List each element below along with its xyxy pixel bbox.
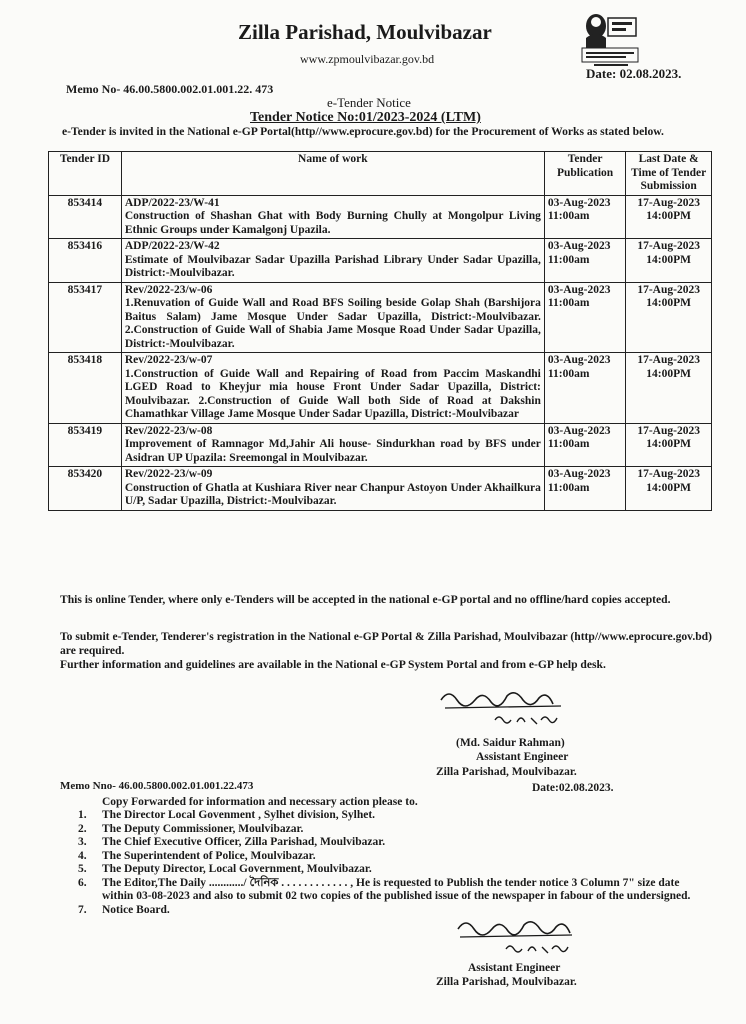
signature-2 bbox=[452, 915, 592, 965]
table-header-row bbox=[49, 152, 712, 196]
work-description: Estimate of Moulvibazar Sadar Upazilla Parishad Library Under Sadar Upazilla, District:-Moulvibazar. bbox=[124, 253, 541, 279]
work-description: Improvement of Ramnagor Md,Jahir Ali house- Sindurkhan road by BFS under Asidran UP Upazila: Sreemongal in Moulvibazar. bbox=[124, 438, 541, 464]
publication-cell bbox=[544, 467, 625, 511]
signatory-2-title: Assistant Engineer bbox=[468, 962, 561, 974]
work-code: Rev/2022-23/w-07 bbox=[124, 354, 213, 366]
last-date-cell bbox=[626, 195, 712, 239]
copy-forwarded-line: Copy Forwarded for information and necessary action please to. bbox=[102, 796, 418, 808]
memo-number: Memo No- 46.00.5800.002.01.001.22. 473 bbox=[66, 82, 274, 96]
header-publication: Tender Publication bbox=[544, 152, 625, 196]
header-last-date: Last Date & Time of Tender Submission bbox=[626, 152, 712, 196]
distribution-item bbox=[78, 836, 708, 850]
distribution-item bbox=[78, 904, 708, 918]
last-date: 17-Aug-2023 bbox=[637, 468, 700, 480]
signatory-title: Assistant Engineer bbox=[476, 751, 569, 763]
distribution-text: Notice Board. bbox=[102, 903, 170, 916]
distribution-text: The Superintendent of Police, Moulvibazar. bbox=[102, 849, 316, 862]
last-date-cell bbox=[626, 423, 712, 467]
publication-cell bbox=[544, 282, 625, 353]
publication-cell bbox=[544, 195, 625, 239]
work-description: 1.Construction of Guide Wall and Repairing of Road from Paccim Maskandhi LGED Road to Kheyjur mia house Front Under Sadar Upazilla, District: Moulvibazar. 2.Construction of Guide Wall both Side of Road at Dakshin Chamathkar Village Jame Mosque Under Sadar Upazilla, District:-Moulvibazar bbox=[124, 367, 541, 420]
publication-date: 03-Aug-2023 bbox=[547, 468, 611, 480]
last-date-cell bbox=[626, 239, 712, 283]
last-date-cell bbox=[626, 353, 712, 424]
registration-note: To submit e-Tender, Tenderer's registration in the National e-GP Portal & Zilla Parishad, Moulvibazar (http//www.eprocure.gov.bd) are required. bbox=[60, 630, 712, 657]
work-description: Construction of Shashan Ghat with Body Burning Chully at Mongolpur Living Ethnic Groups under Kamalgonj Upazila. bbox=[124, 210, 541, 236]
distribution-item bbox=[78, 823, 708, 837]
work-code: Rev/2022-23/w-09 bbox=[124, 468, 213, 480]
distribution-number: 6. bbox=[78, 876, 87, 889]
distribution-text: The Deputy Commissioner, Moulvibazar. bbox=[102, 822, 304, 835]
tender-id-cell: 853419 bbox=[49, 423, 122, 467]
org-website: www.zpmoulvibazar.gov.bd bbox=[300, 52, 435, 66]
last-date-cell bbox=[626, 282, 712, 353]
table-row bbox=[49, 353, 712, 424]
distribution-text: The Editor,The Daily ............/ দৈনিক . . . . . . . . . . . . , He is requested to Publish the tender notice 3 Column 7" size date within 03-08-2023 and also to submit 02 two copies of the published issue of the newspaper in fabour of the undersigned. bbox=[102, 876, 691, 902]
signatory-2-org: Zilla Parishad, Moulvibazar. bbox=[436, 976, 577, 988]
work-cell bbox=[121, 195, 544, 239]
table-row bbox=[49, 239, 712, 283]
last-time: 14:00PM bbox=[646, 253, 691, 266]
publication-time: 11:00am bbox=[547, 210, 590, 222]
org-title: Zilla Parishad, Moulvibazar bbox=[238, 20, 492, 44]
publication-cell bbox=[544, 423, 625, 467]
table-row bbox=[49, 467, 712, 511]
distribution-list bbox=[78, 809, 708, 917]
notice-date: Date: 02.08.2023. bbox=[586, 66, 682, 81]
last-time: 14:00PM bbox=[646, 297, 691, 309]
work-cell bbox=[121, 239, 544, 283]
publication-cell bbox=[544, 353, 625, 424]
table-row bbox=[49, 195, 712, 239]
work-cell bbox=[121, 467, 544, 511]
distribution-number: 5. bbox=[78, 863, 87, 875]
header-name-of-work: Name of work bbox=[121, 152, 544, 196]
distribution-number: 3. bbox=[78, 836, 87, 848]
work-description: Construction of Ghatla at Kushiara River near Chanpur Astoyon Under Akhailkura U/P, Sadar Upazilla, District:-Moulvibazar. bbox=[124, 481, 541, 507]
tender-id-cell: 853416 bbox=[49, 239, 122, 283]
last-time: 14:00PM bbox=[646, 210, 691, 222]
work-description: 1.Renuvation of Guide Wall and Road BFS Soiling beside Golap Shah (Barshijora Baitus Salam) Jame Mosque Under Sadar Upazilla, District:-Moulvibazar. 2.Construction of Guide Wall of Shabia Jame Mosque Road Under Sadar Upazilla, District:-Moulvibazar. bbox=[124, 297, 541, 350]
table-row bbox=[49, 282, 712, 353]
tender-table bbox=[48, 151, 712, 511]
online-tender-note: This is online Tender, where only e-Tenders will be accepted in the national e-GP portal and no offline/hard copies accepted. bbox=[60, 593, 671, 606]
signatory-name: (Md. Saidur Rahman) bbox=[456, 737, 565, 749]
work-code: ADP/2022-23/W-41 bbox=[124, 196, 220, 209]
work-cell bbox=[121, 423, 544, 467]
distribution-number: 7. bbox=[78, 903, 87, 916]
header-tender-id: Tender ID bbox=[49, 152, 122, 196]
last-date: 17-Aug-2023 bbox=[637, 240, 700, 252]
work-code: Rev/2022-23/w-08 bbox=[124, 424, 213, 437]
distribution-text: The Deputy Director, Local Government, Moulvibazar. bbox=[102, 863, 372, 875]
distribution-item bbox=[78, 850, 708, 864]
distribution-item bbox=[78, 863, 708, 877]
distribution-item bbox=[78, 809, 708, 823]
last-date: 17-Aug-2023 bbox=[637, 196, 700, 209]
publication-time: 11:00am bbox=[547, 297, 590, 309]
signature-1 bbox=[435, 686, 595, 738]
publication-cell bbox=[544, 239, 625, 283]
last-date-cell bbox=[626, 467, 712, 511]
last-time: 14:00PM bbox=[646, 438, 691, 450]
intro-text: e-Tender is invited in the National e-GP Portal(http//www.eprocure.gov.bd) for the Procurement of Works as stated below. bbox=[62, 125, 664, 138]
last-date: 17-Aug-2023 bbox=[637, 354, 700, 366]
publication-time: 11:00am bbox=[547, 253, 590, 266]
work-cell bbox=[121, 353, 544, 424]
work-cell bbox=[121, 282, 544, 353]
publication-date: 03-Aug-2023 bbox=[547, 283, 611, 296]
publication-time: 11:00am bbox=[547, 367, 590, 380]
signatory-org: Zilla Parishad, Moulvibazar. bbox=[436, 766, 577, 778]
publication-date: 03-Aug-2023 bbox=[547, 424, 611, 437]
tender-notice-number: Tender Notice No:01/2023-2024 (LTM) bbox=[250, 110, 481, 125]
distribution-text: The Director Local Govenment , Sylhet division, Sylhet. bbox=[102, 809, 376, 821]
tender-id-cell: 853417 bbox=[49, 282, 122, 353]
etender-label: e-Tender Notice bbox=[327, 95, 411, 110]
publication-time: 11:00am bbox=[547, 481, 590, 494]
table-row bbox=[49, 423, 712, 467]
publication-date: 03-Aug-2023 bbox=[547, 354, 611, 366]
memo-date-2: Date:02.08.2023. bbox=[532, 782, 614, 794]
publication-date: 03-Aug-2023 bbox=[547, 196, 611, 209]
last-date: 17-Aug-2023 bbox=[637, 424, 700, 437]
publication-time: 11:00am bbox=[547, 438, 590, 450]
publication-date: 03-Aug-2023 bbox=[547, 240, 611, 252]
work-code: Rev/2022-23/w-06 bbox=[124, 283, 213, 296]
distribution-item bbox=[78, 877, 708, 904]
distribution-text: The Chief Executive Officer, Zilla Parishad, Moulvibazar. bbox=[102, 836, 386, 848]
distribution-number: 2. bbox=[78, 822, 87, 835]
memo-number-2: Memo Nno- 46.00.5800.002.01.001.22.473 bbox=[60, 780, 254, 792]
tender-id-cell: 853414 bbox=[49, 195, 122, 239]
distribution-number: 4. bbox=[78, 849, 87, 862]
distribution-number: 1. bbox=[78, 809, 87, 821]
work-code: ADP/2022-23/W-42 bbox=[124, 240, 220, 252]
last-time: 14:00PM bbox=[646, 367, 691, 380]
further-info-note: Further information and guidelines are available in the National e-GP System Portal and from e-GP help desk. bbox=[60, 658, 606, 671]
zilla-parishad-logo bbox=[572, 8, 646, 70]
tender-rows bbox=[49, 195, 712, 510]
tender-id-cell: 853418 bbox=[49, 353, 122, 424]
last-time: 14:00PM bbox=[646, 481, 691, 494]
tender-id-cell: 853420 bbox=[49, 467, 122, 511]
last-date: 17-Aug-2023 bbox=[637, 283, 700, 296]
